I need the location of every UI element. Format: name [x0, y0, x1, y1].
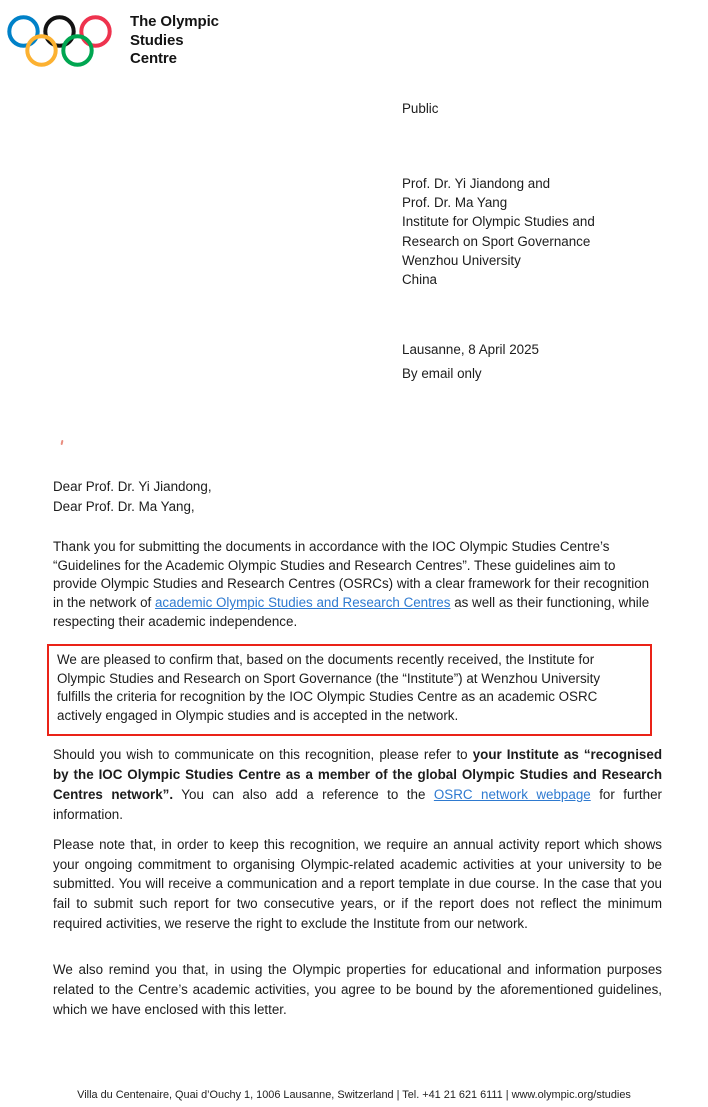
classification-label: Public — [402, 101, 439, 116]
recipient-line: Wenzhou University — [402, 252, 521, 268]
paragraph-reference-text: You can also add a reference to the — [173, 787, 434, 802]
paragraph-confirmation: We are pleased to confirm that, based on the documents recently received, the Institute for Olympic Studies and Research on Sport Governance (the “Institute”) at Wenzhou University fulfills the criteria for recognition by the IOC Olympic Studies Centre as an academic OSRC actively engaged in Olympic studies and is accepted in the network. — [57, 652, 601, 724]
org-wordmark — [130, 13, 219, 69]
paragraph-intro — [53, 538, 662, 632]
osrc-guidelines-link[interactable]: academic Olympic Studies and Research Centres — [154, 595, 451, 611]
ring-blue-icon — [9, 17, 37, 45]
paragraph-annual-report: Please note that, in order to keep this recognition, we require an annual activity report which shows your ongoing commitment to organising Olympic-related academic activities at your university to be submitted. You will receive a communication and a report template in due course. In the case that you fail to submit such report for two consecutive years, or if the report does not reflect the minimum required activities, we reserve the right to exclude the Institute from our network. — [53, 837, 662, 931]
paragraph-olympic-properties: We also remind you that, in using the Olympic properties for educational and information purposes related to the Centre’s academic activities, you agree to be bound by the aforementioned guidelines, which we have enclosed with this letter. — [53, 962, 662, 1017]
wordmark-line: Centre — [130, 50, 177, 67]
paragraph-intro-text: as well as their functioning, while respecting their academic independence. — [53, 595, 650, 629]
paragraph-intro-text: Thank you for submitting the documents in accordance with the IOC Olympic Studies Centre’s “Guidelines for the Academic Olympic Studies and Research Centres”. These guidelines aim to provide Olympic Studies and Research Centres (OSRCs) with a clear framework for their recognition in the network of — [53, 539, 650, 611]
ring-green-icon — [63, 36, 91, 64]
dateline: Lausanne, 8 April 2025 — [402, 342, 539, 357]
olympic-rings-logo — [7, 15, 112, 68]
footer-address-line: Villa du Centenaire, Quai d’Ouchy 1, 1006 Lausanne, Switzerland | Tel. +41 21 621 6111 | www.olympic.org/studies — [77, 1089, 631, 1101]
ring-red-icon — [81, 17, 109, 45]
salutation — [53, 477, 662, 517]
paragraph-reference-text: Should you wish to communicate on this recognition, please refer to — [53, 747, 473, 762]
confirmation-highlight-box — [47, 644, 652, 736]
wordmark-line: The Olympic — [130, 13, 219, 30]
recipient-line: Research on Sport Governance — [402, 233, 591, 249]
ring-black-icon — [45, 17, 73, 45]
wordmark-line: Studies — [130, 31, 184, 49]
recipient-line: Institute for Olympic Studies and — [402, 214, 595, 230]
ring-yellow-icon — [27, 36, 55, 64]
recognition-wording-bold: your Institute as “recognised by the IOC Olympic Studies Centre as a member of the global Olympic Studies and Research Centres network”. — [53, 747, 662, 802]
paragraph-reference — [53, 745, 662, 825]
recipient-address-block — [402, 174, 595, 289]
recipient-line: Prof. Dr. Ma Yang — [402, 195, 508, 211]
osrc-network-webpage-link[interactable]: OSRC network webpage — [433, 787, 591, 802]
salutation-line: Dear Prof. Dr. Yi Jiandong, — [53, 479, 212, 494]
paragraph-reference-text: for further information. — [53, 787, 662, 822]
recipient-line: China — [402, 272, 437, 288]
recipient-line: Prof. Dr. Yi Jiandong and — [402, 176, 551, 191]
stray-red-mark — [61, 440, 64, 445]
salutation-line: Dear Prof. Dr. Ma Yang, — [53, 499, 195, 514]
delivery-note: By email only — [402, 366, 482, 381]
